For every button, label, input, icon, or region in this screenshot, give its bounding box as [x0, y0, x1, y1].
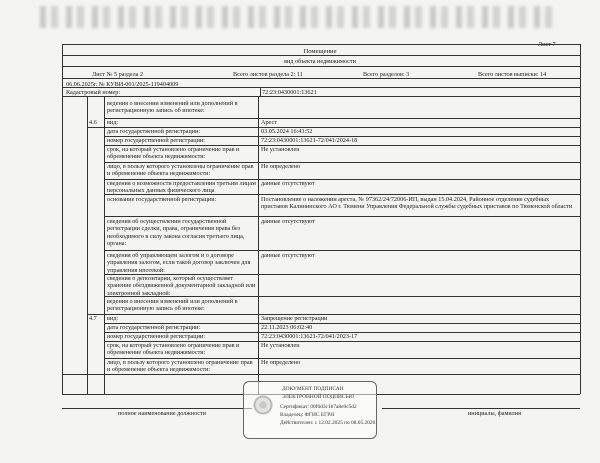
row-number: 4.7: [89, 315, 97, 322]
total-sheets-section: Всего листов раздела 2: 11: [233, 71, 303, 78]
rule: [580, 44, 581, 96]
rule: [104, 118, 580, 119]
rule: [260, 87, 261, 96]
electronic-signature-stamp: [243, 381, 377, 439]
object-title: Помещение: [303, 48, 337, 55]
rule: [87, 96, 88, 394]
date-request-number: 06.06.2025г. № КУВИ-001/2025-119404009: [66, 81, 179, 88]
row-label: дата государственной регистрации:: [107, 128, 201, 135]
total-sections: Всего разделов: 3: [363, 71, 410, 78]
rule: [62, 44, 63, 96]
row-label: ведения о внесении изменений или дополнений в регистрационную запись об ипотеке:: [107, 100, 238, 115]
rule: [62, 55, 580, 56]
row-number: 4.6: [89, 119, 97, 126]
stamp-line: Сертификат: 00f6d3c1b7a8e9c5d2: [280, 404, 357, 410]
row-label: срок, на который установлено ограничение прав и обременение объекта недвижимости:: [107, 146, 240, 161]
scan-noise: [40, 6, 560, 28]
signature-caption: инициалы, фамилия: [468, 410, 521, 417]
rule: [62, 374, 580, 375]
row-label: номер государственной регистрации:: [107, 333, 205, 340]
row-label: лицо, в пользу которого установлены ограничение прав и обременение объекта недвижимости:: [107, 163, 254, 178]
row-label: срок, на который установлено ограничение прав и обременение объекта недвижимости:: [107, 342, 240, 357]
stamp-line: ДОКУМЕНТ ПОДПИСАН: [282, 386, 344, 392]
row-label: лицо, в пользу которого установлено ограничение прав и обременение объекта недвижимости:: [107, 359, 253, 374]
emblem-icon: [250, 390, 276, 420]
sheet-no-section: Лист № 5 раздела 2: [92, 71, 144, 78]
stamp-line: ЭЛЕКТРОННОЙ ПОДПИСЬЮ: [282, 394, 355, 400]
row-label: сведения об осуществлении государственной регистрации сделки, права, ограничения права без необходимого в силу закона согласия третьего лица, органа:: [107, 218, 245, 247]
rule: [62, 87, 580, 88]
row-label: вид:: [107, 315, 119, 322]
row-label: основание государственной регистрации:: [107, 196, 217, 203]
row-value: 03.05.2024 16:43:52: [261, 128, 313, 135]
rule: [62, 44, 580, 45]
row-label: сведения о возможности предоставления третьим лицам персональных данных физического лица: [107, 180, 256, 195]
row-value: 72:23:0430001:13621-72/041/2024-18: [261, 137, 358, 144]
stamp-line: Действителен: с 12.02.2025 по 08.05.2026: [280, 420, 376, 426]
cadastral-value: 72:23:0430001:13621: [262, 89, 317, 96]
row-value: Запрещение регистрации: [261, 315, 328, 322]
row-value: Не установлен: [261, 342, 300, 349]
rule: [382, 408, 580, 409]
row-label: ведения о внесении изменений или дополнений в регистрационную запись об ипотеке:: [107, 298, 238, 313]
row-label: вид:: [107, 119, 119, 126]
stamp-line: Владелец: ФГИС ЕГРН: [280, 412, 335, 418]
row-value: Не установлен: [261, 146, 300, 153]
rule: [62, 78, 580, 79]
row-label: сведения о депозитарии, который осуществляет хранение обездвиженной документарной закладной или электронной закладной:: [107, 275, 256, 297]
rule: [580, 96, 581, 394]
row-value: данные отсутствуют: [261, 180, 315, 187]
row-value: данные отсутствуют: [261, 218, 315, 225]
rule: [62, 96, 63, 394]
total-sheets-extract: Всего листов выписки: 14: [478, 71, 547, 78]
row-value: данные отсутствуют: [261, 252, 315, 259]
rule: [62, 66, 580, 67]
rule: [62, 408, 252, 409]
row-label: дата государственной регистрации:: [107, 324, 201, 331]
object-subtitle: вид объекта недвижимости: [284, 58, 356, 65]
sheet-number: Лист 7: [538, 41, 556, 48]
rule: [87, 314, 580, 315]
row-value: Арест: [261, 119, 277, 126]
row-value: Постановление о наложении ареста, № 97362/24/72006-ИП, выдан 15.04.2024, Районное отделение судебных приставов Калининского АО г. Тюмени Управления Федеральной службы судебных приставов по Тюменской области: [261, 196, 573, 211]
rule: [104, 216, 580, 217]
row-value: 72:23:0430001:13621-72/041/2023-17: [261, 333, 358, 340]
row-value: 22.11.2023 06:02:40: [261, 324, 313, 331]
row-label: сведения об управляющем залогом и о договоре управления залогом, если такой договор заключен для управления ипотекой:: [107, 252, 251, 274]
position-caption: полное наименование должности: [118, 410, 206, 417]
row-value: Не определено: [261, 359, 301, 366]
cadastral-label: Кадастровый номер:: [66, 89, 121, 96]
rule: [258, 96, 259, 394]
rule: [104, 250, 580, 251]
row-label: номер государственной регистрации:: [107, 137, 205, 144]
rule: [62, 96, 580, 97]
rule: [104, 96, 105, 394]
row-value: Не определено: [261, 163, 301, 170]
